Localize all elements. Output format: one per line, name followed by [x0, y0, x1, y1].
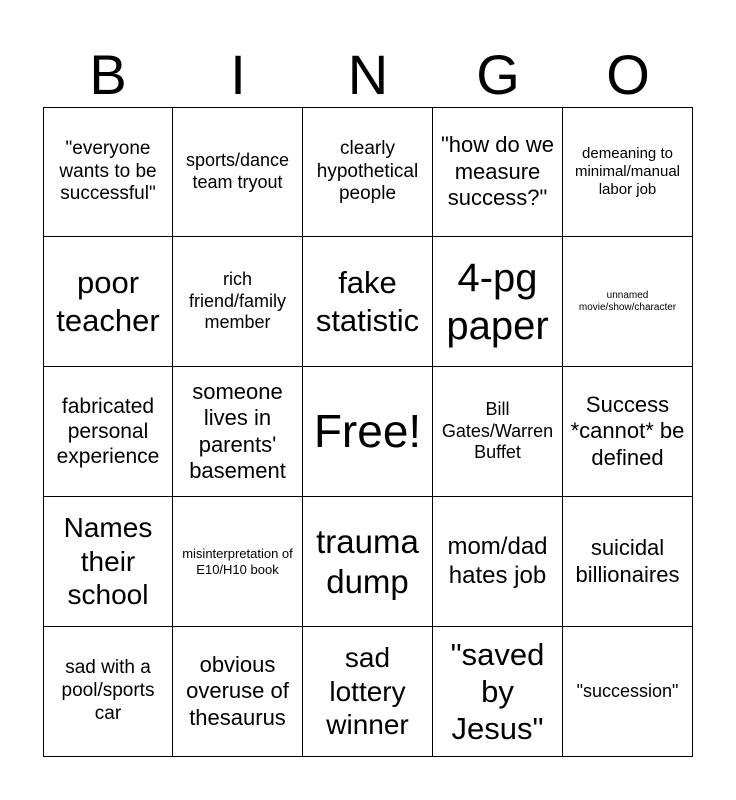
- bingo-cell[interactable]: [433, 107, 563, 237]
- cell-text: obvious overuse of thesaurus: [186, 651, 289, 730]
- cell-text: unnamed movie/show/character: [578, 289, 677, 313]
- bingo-cell[interactable]: [43, 367, 173, 497]
- cell-text: "saved by Jesus": [450, 636, 545, 747]
- cell-text: "how do we measure success?": [441, 132, 554, 211]
- bingo-cell[interactable]: [303, 627, 433, 757]
- cell-text: "everyone wants to be successful": [59, 137, 157, 205]
- bingo-cell[interactable]: [563, 367, 693, 497]
- bingo-cell[interactable]: [173, 237, 303, 367]
- bingo-cell[interactable]: [433, 627, 563, 757]
- bingo-cell[interactable]: [433, 367, 563, 497]
- bingo-cell[interactable]: [303, 107, 433, 237]
- bingo-cell[interactable]: [173, 107, 303, 237]
- cell-text: Bill Gates/Warren Buffet: [441, 399, 554, 463]
- bingo-cell[interactable]: [173, 627, 303, 757]
- cell-text: sad with a pool/sports car: [61, 657, 155, 724]
- bingo-cell[interactable]: [563, 497, 693, 627]
- cell-text: Names their school: [63, 512, 153, 611]
- bingo-cell[interactable]: [433, 497, 563, 627]
- header-letter-g: G: [476, 43, 520, 106]
- header-letter-n: N: [347, 43, 389, 106]
- cell-text: rich friend/family member: [188, 269, 287, 333]
- cell-text: poor teacher: [56, 265, 160, 338]
- cell-text: sad lottery winner: [326, 642, 409, 741]
- cell-text: fabricated personal experience: [56, 394, 160, 469]
- header-letter-b: B: [89, 43, 127, 106]
- bingo-cell[interactable]: [563, 627, 693, 757]
- bingo-header: [43, 42, 693, 108]
- bingo-cell[interactable]: [433, 237, 563, 367]
- cell-text: 4-pg paper: [446, 255, 549, 348]
- bingo-cell[interactable]: [43, 627, 173, 757]
- cell-text: fake statistic: [315, 265, 420, 338]
- cell-text: misinterpretation of E10/H10 book: [182, 545, 293, 577]
- free-space[interactable]: [303, 367, 433, 497]
- bingo-cell[interactable]: [173, 367, 303, 497]
- cell-text: demeaning to minimal/manual labor job: [574, 145, 681, 198]
- bingo-cell[interactable]: [43, 237, 173, 367]
- bingo-cell[interactable]: [43, 107, 173, 237]
- cell-text: Success *cannot* be defined: [570, 391, 685, 470]
- cell-text: trauma dump: [316, 522, 419, 600]
- bingo-cell[interactable]: [563, 237, 693, 367]
- bingo-cell[interactable]: [173, 497, 303, 627]
- bingo-cell[interactable]: [563, 107, 693, 237]
- cell-text: suicidal billionaires: [575, 535, 680, 587]
- cell-text: sports/dance team tryout: [185, 150, 290, 192]
- bingo-cell[interactable]: [303, 237, 433, 367]
- cell-text: clearly hypothetical people: [316, 137, 419, 205]
- bingo-cell[interactable]: [43, 497, 173, 627]
- cell-text: someone lives in parents' basement: [189, 378, 286, 483]
- header-letter-o: O: [606, 43, 650, 106]
- cell-text: "succession": [576, 680, 679, 701]
- bingo-cell[interactable]: [303, 497, 433, 627]
- cell-text: mom/dad hates job: [447, 532, 548, 589]
- header-letter-i: I: [230, 43, 246, 106]
- bingo-board: [43, 107, 693, 757]
- free-space-text: Free!: [313, 404, 422, 457]
